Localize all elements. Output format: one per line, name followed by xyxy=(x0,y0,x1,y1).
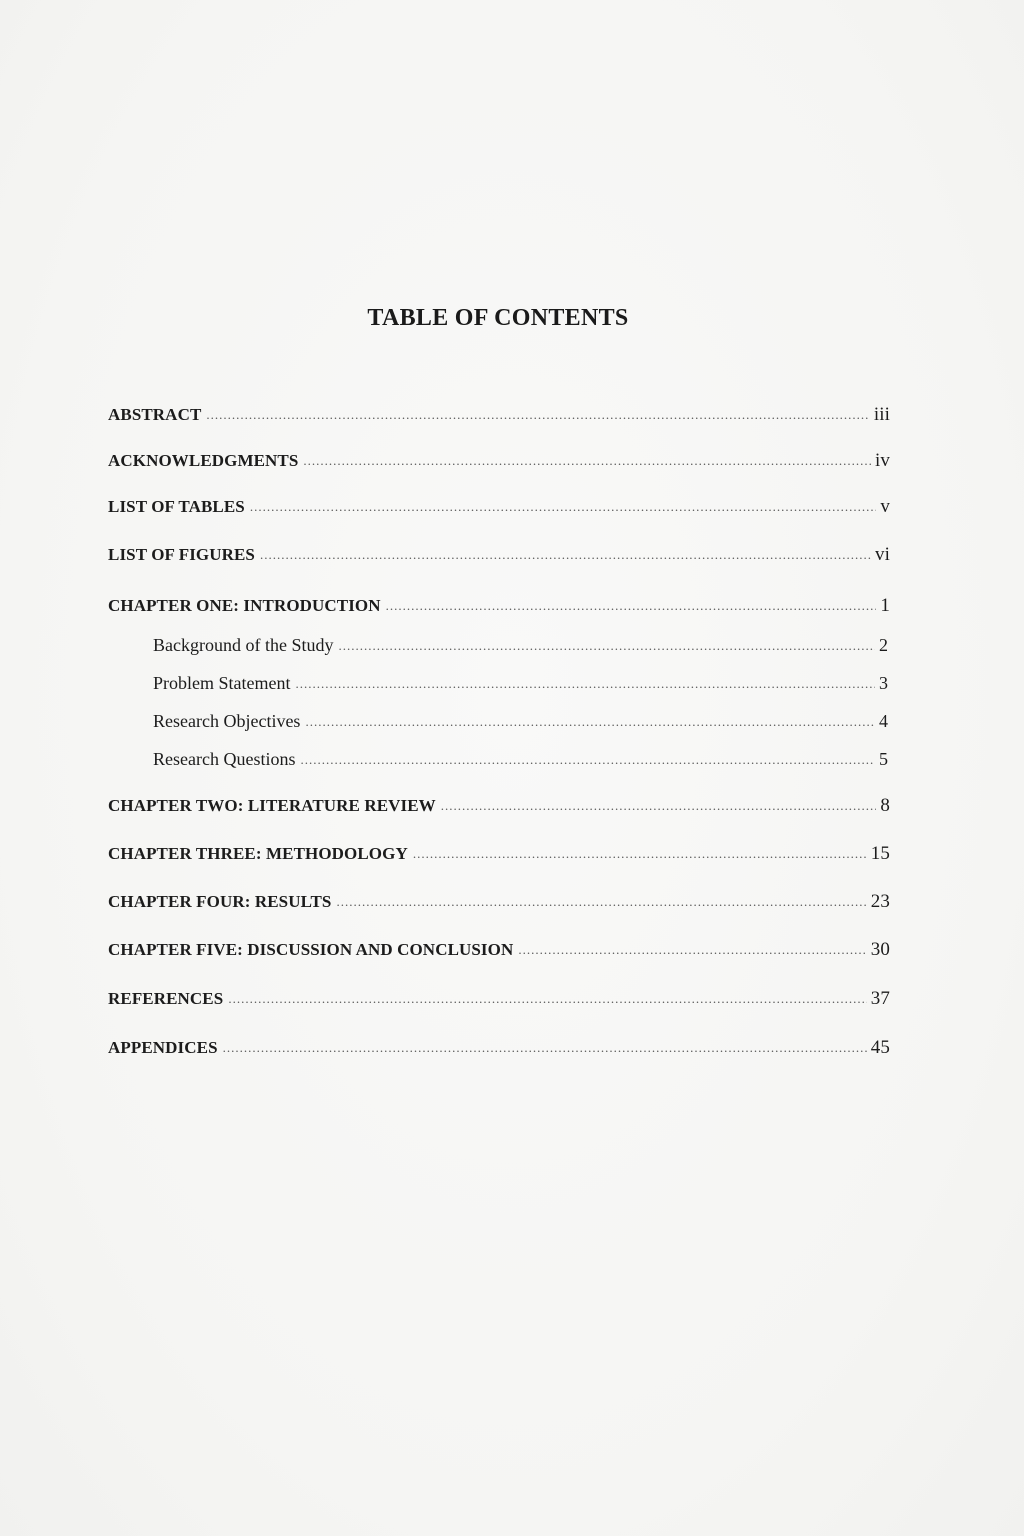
toc-entry-label: CHAPTER THREE: METHODOLOGY xyxy=(108,844,408,863)
toc-page-number: 15 xyxy=(870,843,890,864)
toc-page-number: 1 xyxy=(880,595,890,616)
dot-leader xyxy=(295,676,875,692)
dot-leader xyxy=(413,846,867,862)
toc-page-number: 5 xyxy=(879,749,888,769)
toc-page-number: 4 xyxy=(879,711,888,731)
toc-page-number: 30 xyxy=(870,939,890,960)
toc-entry-chapter-four[interactable] xyxy=(108,891,890,913)
toc-entry-chapter-five[interactable] xyxy=(108,939,890,961)
toc-entry-label: Problem Statement xyxy=(153,673,291,693)
toc-entry-chapter-three[interactable] xyxy=(108,843,890,865)
toc-entry-acknowledgments[interactable] xyxy=(108,450,890,472)
toc-entry-chapter-two[interactable] xyxy=(108,795,890,817)
dot-leader xyxy=(386,598,877,614)
toc-entry-label: Research Objectives xyxy=(153,711,301,731)
toc-entry-label: REFERENCES xyxy=(108,989,224,1008)
dot-leader xyxy=(206,407,869,423)
toc-entry-label: CHAPTER ONE: INTRODUCTION xyxy=(108,596,381,615)
dot-leader xyxy=(228,991,866,1007)
dot-leader xyxy=(338,638,875,654)
toc-entry-label: CHAPTER TWO: LITERATURE REVIEW xyxy=(108,796,436,815)
toc-entry-list-of-figures[interactable] xyxy=(108,544,890,566)
dot-leader xyxy=(336,894,866,910)
toc-entry-appendices[interactable] xyxy=(108,1037,890,1059)
toc-entry-abstract[interactable] xyxy=(108,404,890,426)
dot-leader xyxy=(303,453,871,469)
toc-page-number: 23 xyxy=(870,891,890,912)
toc-subentry-research-objectives[interactable] xyxy=(153,711,888,732)
toc-entry-label: Background of the Study xyxy=(153,635,334,655)
toc-page-number: iii xyxy=(873,404,890,425)
toc-entry-label: APPENDICES xyxy=(108,1038,218,1057)
toc-subentry-problem-statement[interactable] xyxy=(153,673,888,694)
toc-entry-label: LIST OF TABLES xyxy=(108,497,245,516)
toc-page-number: 8 xyxy=(880,795,890,816)
dot-leader xyxy=(300,752,875,768)
toc-page-number: vi xyxy=(875,544,890,565)
dot-leader xyxy=(223,1040,867,1056)
toc-page-number: 3 xyxy=(879,673,888,693)
toc-subentry-research-questions[interactable] xyxy=(153,749,888,770)
toc-page-number: 37 xyxy=(870,988,890,1009)
toc-entry-list-of-tables[interactable] xyxy=(108,496,890,518)
dot-leader xyxy=(250,499,877,515)
toc-entry-label: Research Questions xyxy=(153,749,296,769)
toc-page-number: 45 xyxy=(870,1037,890,1058)
page-title: TABLE OF CONTENTS xyxy=(367,305,629,331)
toc-entry-label: LIST OF FIGURES xyxy=(108,545,255,564)
toc-page-number: iv xyxy=(875,450,890,471)
toc-entry-chapter-one[interactable] xyxy=(108,595,890,617)
dot-leader xyxy=(441,798,877,814)
toc-subentry-background[interactable] xyxy=(153,635,888,656)
toc-entry-label: CHAPTER FOUR: RESULTS xyxy=(108,892,332,911)
toc-entry-references[interactable] xyxy=(108,988,890,1010)
toc-entry-label: ABSTRACT xyxy=(108,405,202,424)
dot-leader xyxy=(260,547,871,563)
toc-page-number: v xyxy=(880,496,890,517)
toc-page-number: 2 xyxy=(879,635,888,655)
toc-entry-label: ACKNOWLEDGMENTS xyxy=(108,451,299,470)
dot-leader xyxy=(305,714,875,730)
dot-leader xyxy=(518,942,866,958)
toc-entry-label: CHAPTER FIVE: DISCUSSION AND CONCLUSION xyxy=(108,940,514,959)
